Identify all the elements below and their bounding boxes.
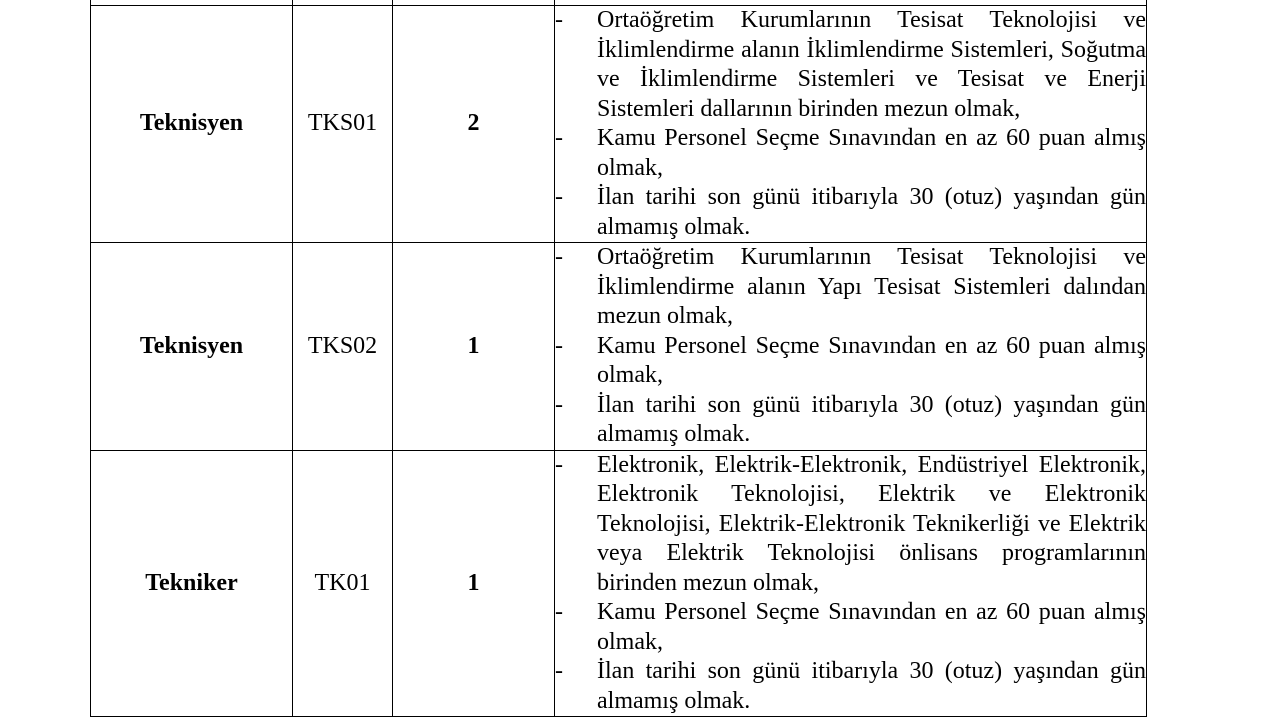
requirement-text: Kamu Personel Seçme Sınavından en az 60 puan almış olmak, — [597, 125, 1146, 181]
bullet-dash: - — [555, 391, 563, 418]
position-count: 2 — [393, 6, 555, 243]
position-count: 1 — [393, 243, 555, 451]
requirement-text: Ortaöğretim Kurumlarının Tesisat Teknolojisi ve İklimlendirme alanın İklimlendirme Sistemleri, Soğutma ve İklimlendirme Sistemleri ve Tesisat ve Enerji Sistemleri dallarının birinden mezun olmak, — [597, 7, 1146, 122]
positions-table — [90, 0, 1147, 717]
requirement-text: Ortaöğretim Kurumlarının Tesisat Teknolojisi ve İklimlendirme alanın Yapı Tesisat Sistemleri dalından mezun olmak, — [597, 244, 1146, 329]
requirement-item — [555, 657, 1146, 716]
requirement-item — [555, 124, 1146, 183]
requirement-item — [555, 391, 1146, 450]
requirements-cell — [555, 6, 1147, 243]
requirement-text: Elektronik, Elektrik-Elektronik, Endüstriyel Elektronik, Elektronik Teknolojisi, Elektrik ve Elektronik Teknolojisi, Elektrik-Elektronik Teknikerliği ve Elektrik veya Elektrik Teknolojisi önlisans programlarının birinden mezun olmak, — [597, 451, 1146, 596]
bullet-dash: - — [555, 658, 563, 684]
position-code: TKS02 — [293, 243, 393, 451]
requirement-item — [555, 451, 1146, 599]
position-title: Teknisyen — [91, 6, 293, 243]
bullet-dash: - — [555, 451, 563, 478]
requirement-item — [555, 332, 1146, 391]
bullet-dash: - — [555, 332, 563, 359]
position-title: Tekniker — [91, 450, 293, 717]
requirement-text: İlan tarihi son günü itibarıyla 30 (otuz) yaşından gün almamış olmak. — [597, 391, 1146, 447]
requirements-cell — [555, 450, 1147, 717]
requirements-list — [555, 243, 1146, 450]
table-row — [91, 243, 1147, 451]
bullet-dash: - — [555, 125, 563, 151]
requirement-item — [555, 243, 1146, 332]
requirement-item — [555, 598, 1146, 657]
bullet-dash: - — [555, 599, 563, 625]
requirements-cell — [555, 243, 1147, 451]
requirement-text: İlan tarihi son günü itibarıyla 30 (otuz) yaşından gün almamış olmak. — [597, 184, 1146, 240]
requirement-text: Kamu Personel Seçme Sınavından en az 60 puan almış olmak, — [597, 599, 1146, 655]
bullet-dash: - — [555, 7, 563, 33]
position-code: TK01 — [293, 450, 393, 717]
position-code: TKS01 — [293, 6, 393, 243]
bullet-dash: - — [555, 184, 563, 210]
table-row — [91, 6, 1147, 243]
position-count: 1 — [393, 450, 555, 717]
requirements-list — [555, 6, 1146, 242]
requirement-text: Kamu Personel Seçme Sınavından en az 60 puan almış olmak, — [597, 332, 1146, 388]
requirements-list — [555, 451, 1146, 717]
requirement-item — [555, 183, 1146, 242]
requirement-text: İlan tarihi son günü itibarıyla 30 (otuz) yaşından gün almamış olmak. — [597, 658, 1146, 714]
table-row — [91, 450, 1147, 717]
requirement-item — [555, 6, 1146, 124]
bullet-dash: - — [555, 244, 563, 270]
position-title: Teknisyen — [91, 243, 293, 451]
